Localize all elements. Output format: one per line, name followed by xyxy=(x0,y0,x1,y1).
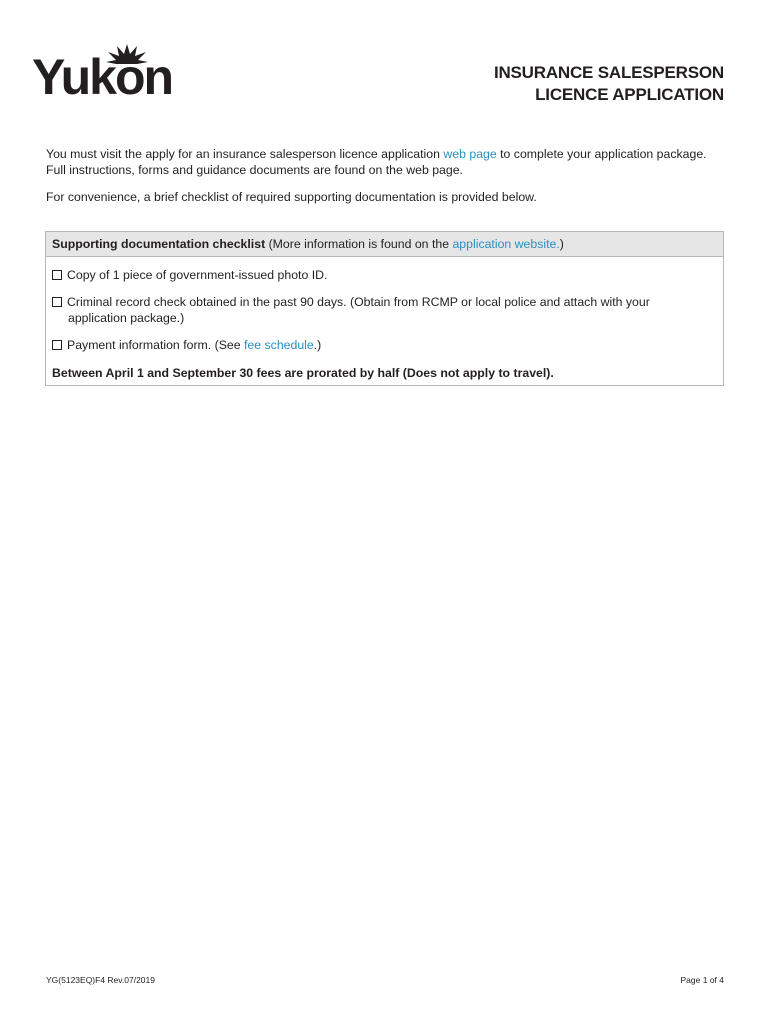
page-number: Page 1 of 4 xyxy=(680,975,724,985)
checklist-item-label-end: .) xyxy=(313,338,322,352)
fee-proration-note: Between April 1 and September 30 fees are prorated by half (Does not apply to travel). xyxy=(52,366,554,380)
intro-text: You must visit the apply for an insurance salesperson licence application xyxy=(46,147,444,161)
intro-text-continued: to complete your application package. Full instructions, forms and guidance documents are found on the web page. xyxy=(46,147,707,177)
yukon-logo xyxy=(32,42,172,104)
form-code: YG(5123EQ)F4 Rev.07/2019 xyxy=(46,975,155,985)
logo-wordmark: Yukon xyxy=(32,49,173,105)
checklist-title: Supporting documentation checklist xyxy=(52,237,266,251)
checklist-header xyxy=(46,232,723,257)
title-line-2: LICENCE APPLICATION xyxy=(535,85,724,104)
page-title xyxy=(494,62,724,106)
intro-section xyxy=(46,146,716,216)
intro-paragraph-1 xyxy=(46,146,716,178)
checkbox-photo-id[interactable] xyxy=(52,270,62,280)
intro-paragraph-2: For convenience, a brief checklist of required supporting documentation is provided below. xyxy=(46,190,537,204)
checklist-header-text: (More information is found on the xyxy=(265,237,453,251)
checklist-item-label-continued: application package.) xyxy=(68,311,185,325)
web-page-link[interactable]: web page xyxy=(443,147,497,161)
fee-schedule-link[interactable]: fee schedule xyxy=(244,338,314,352)
checklist-item-criminal-record xyxy=(52,294,692,326)
title-line-1: INSURANCE SALESPERSON xyxy=(493,63,724,82)
checklist-header-close: ) xyxy=(559,237,564,251)
checklist-item-payment-form xyxy=(52,337,692,353)
application-website-link[interactable]: application website. xyxy=(452,237,560,251)
checkbox-payment-form[interactable] xyxy=(52,340,62,350)
checkbox-criminal-record[interactable] xyxy=(52,297,62,307)
checklist-item-label: Criminal record check obtained in the past 90 days. (Obtain from RCMP or local police and attach with your xyxy=(67,295,650,309)
checklist-item-photo-id xyxy=(52,267,692,283)
supporting-documentation-checklist xyxy=(45,231,724,386)
checklist-item-label: Payment information form. (See xyxy=(67,338,245,352)
checklist-item-label: Copy of 1 piece of government-issued photo ID. xyxy=(67,268,328,282)
